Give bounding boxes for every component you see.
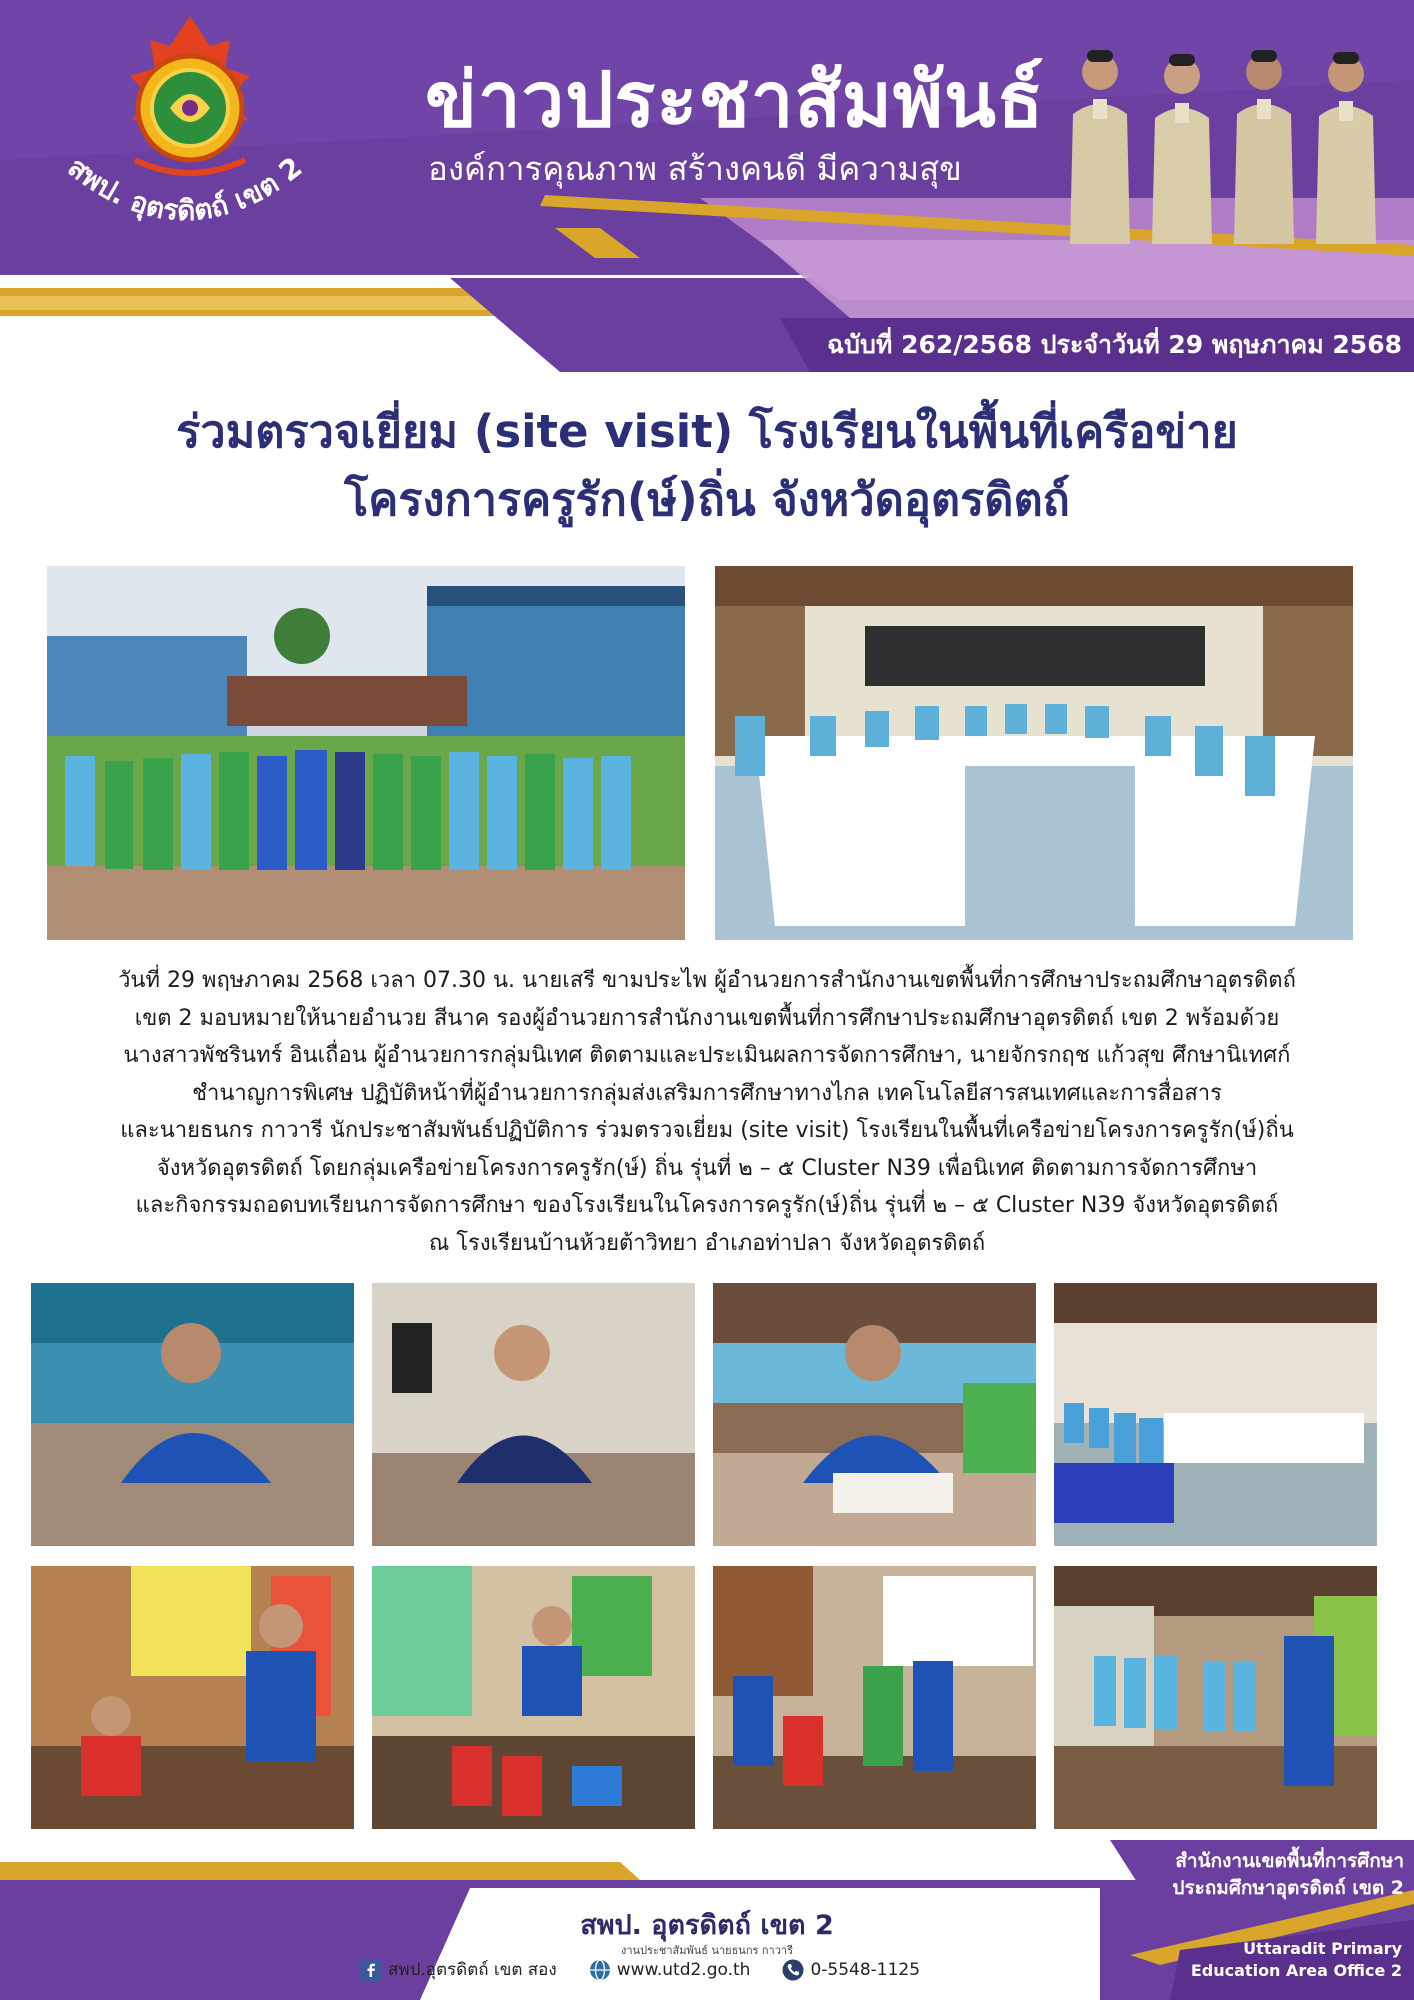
slogan: องค์การคุณภาพ สร้างคนดี มีความสุข [428,149,962,188]
officials-photo [1055,44,1395,244]
logo-caption-text: สพป. อุตรดิตถ์ เขต 2 [61,150,309,228]
official-writing [713,1283,1036,1546]
body-line: และนายธนกร กาวารี นักประชาสัมพันธ์ปฏิบัติการ ร่วมตรวจเยี่ยม (site visit) โรงเรียนในพื้นที่เครือข่ายโครงการครูรัก(ษ์)ถิ่น [120,1118,1294,1143]
body-line: วันที่ 29 พฤษภาคม 2568 เวลา 07.30 น. นายเสรี ขามประไพ ผู้อำนวยการสำนักงานเขตพื้นที่การศึกษาประถมศึกษาอุตรดิตถ์ [118,968,1296,993]
page-title: ข่าวประชาสัมพันธ์ [425,55,1045,144]
body-line: ณ โรงเรียนบ้านห้วยต้าวิทยา อำเภอท่าปลา จังหวัดอุตรดิตถ์ [428,1230,986,1256]
official-seated-2 [372,1283,695,1546]
phone-contact[interactable] [782,1959,920,1981]
phone-label: 0-5548-1125 [810,1959,921,1980]
office-name-english-line-1: Uttaradit Primary [1243,1939,1402,1958]
body-line: นางสาวพัชรินทร์ อินเถื่อน ผู้อำนวยการกลุ่มนิเทศ ติดตามและประเมินผลการจัดการศึกษา, นายจักรกฤช แก้วสุข ศึกษานิเทศก์ [123,1043,1291,1068]
classroom-3 [713,1566,1036,1829]
globe-icon [589,1959,611,1981]
headline-line-2: โครงการครูรัก(ษ์)ถิ่น จังหวัดอุตรดิตถ์ [344,473,1070,526]
body-line: เขต 2 มอบหมายให้นายอำนวย สีนาค รองผู้อำนวยการสำนักงานเขตพื้นที่การศึกษาประถมศึกษาอุตรดิตถ์ เขต 2 พร้อมด้วย [134,1005,1280,1031]
website-label: www.utd2.go.th [616,1959,751,1980]
classroom-2 [372,1566,695,1829]
facebook-contact[interactable] [360,1956,557,1983]
meeting-hall [1054,1283,1377,1546]
group-photo-outdoor [47,566,685,940]
office-name-thai [1172,1848,1404,1902]
classroom-1 [31,1566,354,1829]
headline [0,398,1414,534]
office-name-thai-line-2: ประถมศึกษาอุตรดิตถ์ เขต 2 [1172,1877,1404,1899]
issue-date: ฉบับที่ 262/2568 ประจำวันที่ 29 พฤษภาคม 2568 [827,330,1402,359]
facebook-icon [360,1959,382,1981]
svg-text:สพป. อุตรดิตถ์ เขต 2 [62,150,309,227]
meeting-room-photo [715,566,1353,940]
office-name-thai-line-1: สำนักงานเขตพื้นที่การศึกษา [1175,1850,1404,1872]
phone-icon [782,1959,804,1981]
office-name-english [1191,1938,1402,1982]
article-body [30,962,1384,1262]
footer-org-name: สพป. อุตรดิตถ์ เขต 2 [580,1910,834,1941]
website-contact[interactable] [589,1959,751,1981]
corridor-group [1054,1566,1377,1829]
body-line: และกิจกรรมถอดบทเรียนการจัดการศึกษา ของโรงเรียนในโครงการครูรัก(ษ์)ถิ่น รุ่นที่ ๒ – ๕ Cluster N39 จังหวัดอุตรดิตถ์ [135,1193,1279,1218]
body-line: จังหวัดอุตรดิตถ์ โดยกลุ่มเครือข่ายโครงการครูรัก(ษ์) ถิ่น รุ่นที่ ๒ – ๕ Cluster N39 เพื่อนิเทศ ติดตามการจัดการศึกษา [156,1155,1258,1181]
footer-contacts [360,1956,920,1983]
body-line: ชำนาญการพิเศษ ปฏิบัติหน้าที่ผู้อำนวยการกลุ่มส่งเสริมการศึกษาทางไกล เทคโนโลยีสารสนเทศและการสื่อสาร [192,1080,1222,1106]
facebook-label: สพป.อุตรดิตถ์ เขต สอง [388,1960,557,1980]
footer-credit: งานประชาสัมพันธ์ นายธนกร กาวารี [621,1944,793,1957]
office-name-english-line-2: Education Area Office 2 [1190,1961,1402,1980]
header-banner [0,0,1414,372]
logo-caption [40,150,330,260]
official-seated-1 [31,1283,354,1546]
headline-line-1: ร่วมตรวจเยี่ยม (site visit) โรงเรียนในพื้นที่เครือข่าย [176,405,1238,458]
